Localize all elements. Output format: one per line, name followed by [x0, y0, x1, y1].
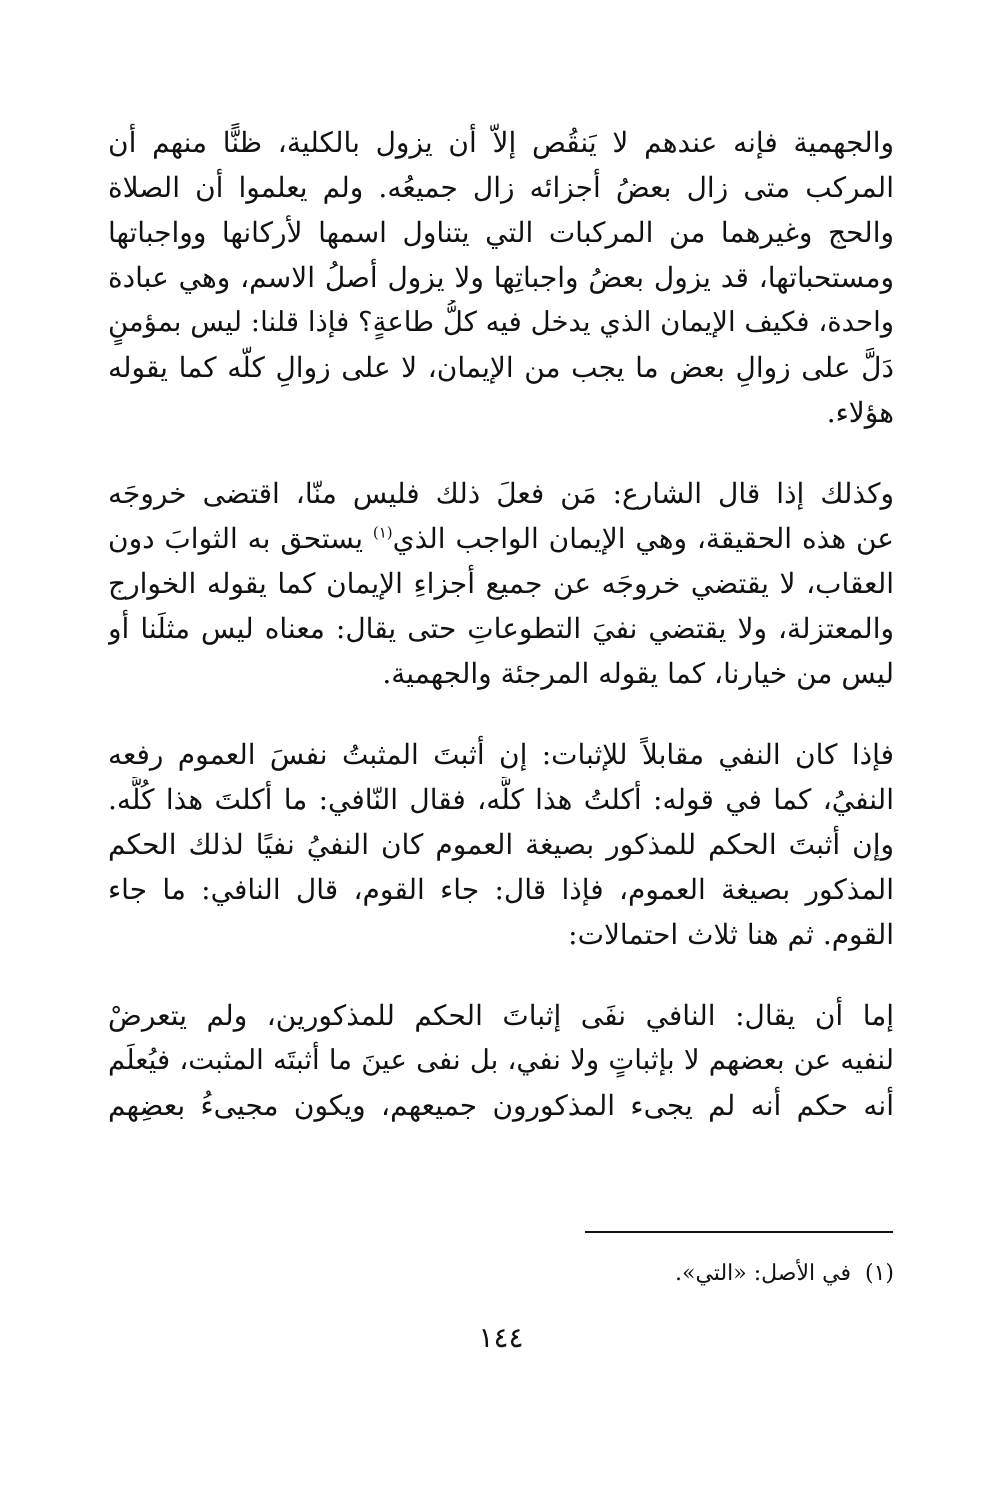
text-line: ليس من خيارنا، كما يقوله المرجئة والجهمية. — [382, 657, 894, 690]
text-line: فإذا كان النفي مقابلاً للإثبات: إن أثبتَ المثبتُ نفسَ العموم رفعه — [108, 738, 894, 771]
text-line: لنفيه عن بعضهم لا بإثباتٍ ولا نفي، بل نفى عينَ ما أثبتَه المثبت، فيُعلَم — [108, 1044, 894, 1076]
footnote — [394, 1258, 894, 1290]
page-number: ١٤٤ — [478, 1321, 524, 1354]
text-segment: يستحق به الثوابَ دون — [108, 522, 363, 555]
text-line: والجهمية فإنه عندهم لا يَنقُص إلاّ أن يزول بالكلية، ظنًّا منهم أن — [108, 126, 894, 159]
text-line: دَلَّ على زوالِ بعض ما يجب من الإيمان، لا على زوالِ كلّه كما يقوله — [108, 351, 894, 384]
text-line: النفيُ، كما في قوله: أكلتُ هذا كلَّه، فقال النّافي: ما أكلتَ هذا كُلَّه. — [108, 783, 894, 816]
footnote-divider — [585, 1231, 893, 1233]
text-line: إما أن يقال: النافي نفَى إثباتَ الحكم للمذكورين، ولم يتعرضْ — [108, 999, 894, 1032]
text-line — [108, 516, 894, 561]
text-segment: عن هذه الحقيقة، وهي الإيمان الواجب الذي — [392, 522, 894, 555]
text-line: ومستحباتها، قد يزول بعضُ واجباتِها ولا يزول أصلُ الاسم، وهي عبادة — [108, 261, 894, 294]
main-text — [108, 120, 894, 1164]
footnote-number: (١) — [864, 1261, 894, 1286]
footnote-text: في الأصل: «التي». — [675, 1261, 851, 1286]
text-line: أنه حكم أنه لم يجىء المذكورون جميعهم، ويكون مجيىءُ بعضِهم — [108, 1089, 894, 1122]
text-line: والحج وغيرهما من المركبات التي يتناول اسمها لأركانها وواجباتها — [108, 216, 894, 249]
text-line: هؤلاء. — [826, 396, 894, 429]
text-line: المركب متى زال بعضُ أجزائه زال جميعُه. ولم يعلموا أن الصلاة — [108, 171, 894, 204]
paragraph-1 — [108, 120, 894, 435]
text-line: العقاب، لا يقتضي خروجَه عن جميع أجزاءِ الإيمان كما يقوله الخوارج — [108, 567, 894, 600]
footnote-reference[interactable]: (١) — [372, 523, 393, 542]
paragraph-2 — [108, 471, 894, 696]
text-line: والمعتزلة، ولا يقتضي نفيَ التطوعاتِ حتى يقال: معناه ليس مثلَنا أو — [108, 612, 894, 645]
text-line: وكذلك إذا قال الشارع: مَن فعلَ ذلك فليس منّا، اقتضى خروجَه — [108, 477, 894, 510]
paragraph-3 — [108, 732, 894, 957]
paragraph-4 — [108, 993, 894, 1128]
text-line: القوم. ثم هنا ثلاث احتمالات: — [568, 918, 894, 951]
text-line: واحدة، فكيف الإيمان الذي يدخل فيه كلُّ طاعةٍ؟ فإذا قلنا: ليس بمؤمنٍ — [108, 306, 894, 338]
text-line: المذكور بصيغة العموم، فإذا قال: جاء القوم، قال النافي: ما جاء — [108, 873, 894, 906]
text-line: وإن أثبتَ الحكم للمذكور بصيغة العموم كان النفيُ نفيًا لذلك الحكم — [108, 828, 894, 861]
